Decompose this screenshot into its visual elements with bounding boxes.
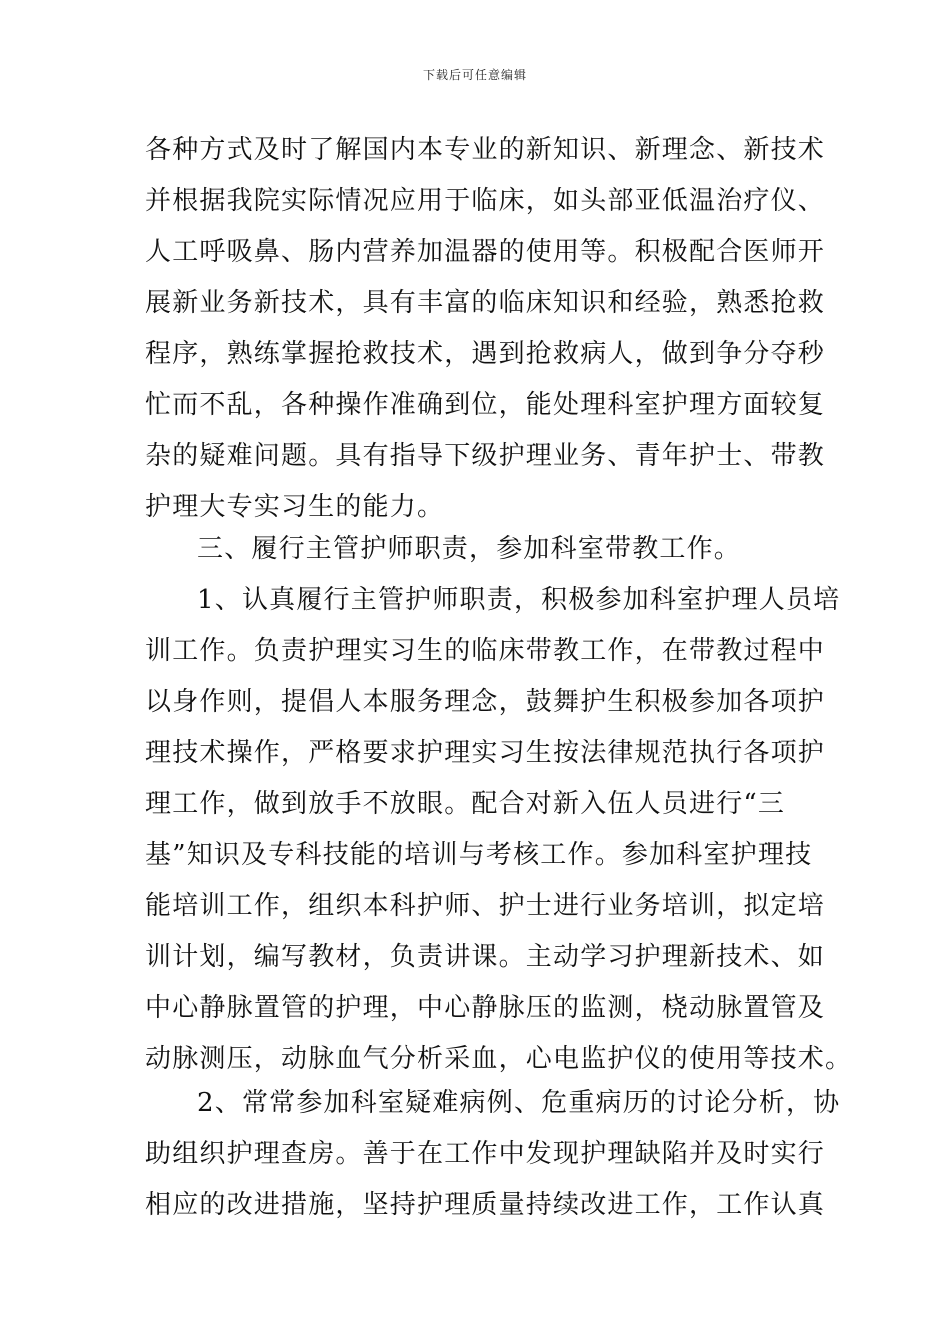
header-note: 下载后可任意编辑 [422,68,527,82]
text-line: 理技术操作，严格要求护理实习生按法律规范执行各项护 [145,738,826,768]
text-line: 以身作则，提倡人本服务理念，鼓舞护生积极参加各项护 [145,687,826,717]
section-heading: 三、履行主管护师职责，参加科室带教工作。 [197,534,742,564]
text-line: 能培训工作，组织本科护师、护士进行业务培训，拟定培 [145,891,826,921]
text-line: 程序，熟练掌握抢救技术，遇到抢救病人，做到争分夺秒 [145,339,826,369]
text-line: 2、常常参加科室疑难病例、危重病历的讨论分析，协 [197,1088,841,1118]
text-line: 并根据我院实际情况应用于临床，如头部亚低温治疗仪、 [145,186,826,216]
text-line: 理工作，做到放手不放眼。配合对新入伍人员进行“三 [145,789,786,819]
text-line: 杂的疑难问题。具有指导下级护理业务、青年护士、带教 [145,441,826,471]
text-line: 相应的改进措施，坚持护理质量持续改进工作，工作认真 [145,1190,826,1220]
text-line: 护理大专实习生的能力。 [145,492,445,522]
text-line: 训计划，编写教材，负责讲课。主动学习护理新技术、如 [145,942,826,972]
text-line: 1、认真履行主管护师职责，积极参加科室护理人员培 [197,585,841,615]
text-line: 人工呼吸鼻、肠内营养加温器的使用等。积极配合医师开 [145,237,826,267]
text-line: 基”知识及专科技能的培训与考核工作。参加科室护理技 [145,840,813,870]
text-line: 助组织护理查房。善于在工作中发现护理缺陷并及时实行 [145,1139,826,1169]
text-line: 各种方式及时了解国内本专业的新知识、新理念、新技术 [145,135,826,165]
text-line: 训工作。负责护理实习生的临床带教工作，在带教过程中 [145,636,826,666]
text-line: 动脉测压，动脉血气分析采血，心电监护仪的使用等技术。 [145,1044,853,1074]
text-line: 忙而不乱，各种操作准确到位，能处理科室护理方面较复 [145,390,826,420]
text-line: 展新业务新技术，具有丰富的临床知识和经验，熟悉抢救 [145,288,826,318]
text-line: 中心静脉置管的护理，中心静脉压的监测，桡动脉置管及 [145,993,826,1023]
